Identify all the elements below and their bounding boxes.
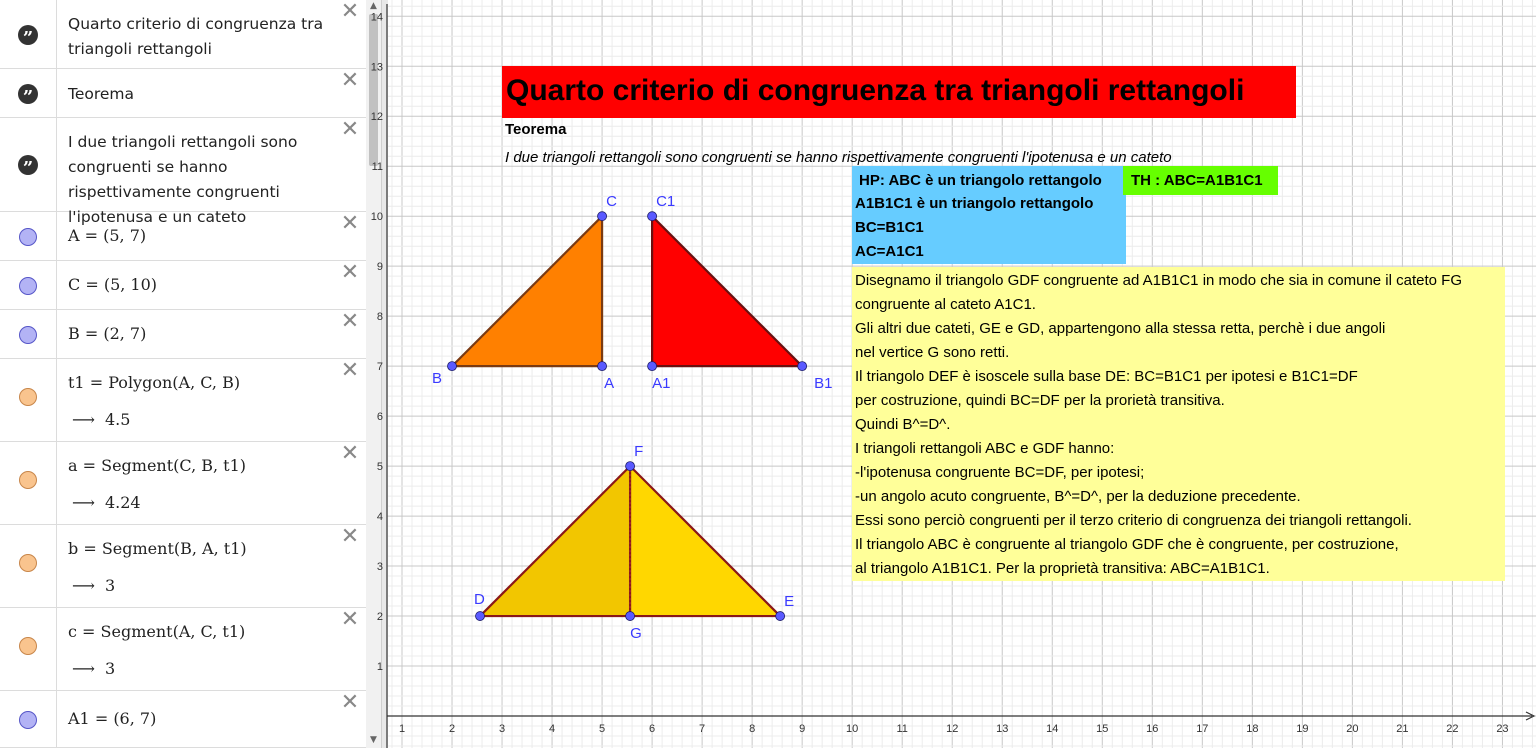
algebra-definition[interactable]: C = (5, 10) (68, 274, 158, 294)
point-F[interactable] (626, 462, 635, 471)
y-tick-label: 8 (376, 311, 383, 324)
graphics-canvas[interactable] (370, 0, 1536, 748)
proof-line: I triangoli rettangoli ABC e GDF hanno: (855, 440, 1115, 457)
x-tick-label: 23 (1496, 723, 1509, 735)
theorem-label: Teorema (505, 121, 567, 138)
proof-line: congruente al cateto A1C1. (855, 296, 1036, 313)
visibility-dot-icon[interactable] (19, 277, 37, 295)
hypothesis-line: BC=B1C1 (855, 219, 924, 236)
arrow-icon: ⟶ (72, 410, 95, 429)
point-label: D (474, 591, 485, 609)
x-tick-label: 12 (946, 723, 959, 735)
algebra-definition[interactable]: A = (5, 7) (68, 225, 147, 245)
visibility-dot-icon[interactable] (19, 471, 37, 489)
algebra-marker[interactable] (0, 212, 57, 260)
proof-line: al triangolo A1B1C1. Per la proprietà transitiva: ABC=A1B1C1. (855, 560, 1270, 577)
x-tick-label: 15 (1096, 723, 1109, 735)
visibility-dot-icon[interactable] (19, 326, 37, 344)
polygon-t2[interactable] (652, 216, 802, 366)
point-D[interactable] (476, 612, 485, 621)
close-icon[interactable]: ✕ (340, 117, 360, 142)
point-B[interactable] (448, 362, 457, 371)
algebra-definition[interactable]: A1 = (6, 7) (68, 708, 157, 728)
x-tick-label: 22 (1446, 723, 1459, 735)
algebra-output (72, 659, 115, 678)
proof-line: Gli altri due cateti, GE e GD, appartengono alla stessa retta, perchè i due angoli (855, 320, 1386, 337)
x-tick-label: 20 (1346, 723, 1359, 735)
visibility-dot-icon[interactable] (19, 637, 37, 655)
y-tick-label: 4 (376, 511, 383, 524)
proof-line: Quindi B^=D^. (855, 416, 951, 433)
visibility-dot-icon[interactable] (19, 388, 37, 406)
y-tick-label: 6 (376, 411, 383, 424)
graphics-view[interactable] (370, 0, 1536, 753)
algebra-text: Quarto criterio di congruenza tra triangoli rettangoli (68, 15, 324, 58)
algebra-output (72, 410, 130, 429)
algebra-marker[interactable] (0, 691, 57, 747)
y-tick-label: 10 (370, 211, 383, 224)
y-tick-label: 9 (376, 261, 383, 274)
point-A1[interactable] (648, 362, 657, 371)
x-tick-label: 19 (1296, 723, 1309, 735)
algebra-text: Teorema (68, 85, 135, 103)
y-tick-label: 1 (376, 661, 383, 674)
close-icon[interactable]: ✕ (340, 690, 360, 715)
quote-icon[interactable]: ” (18, 25, 38, 45)
algebra-output (72, 493, 141, 512)
visibility-dot-icon[interactable] (19, 711, 37, 729)
algebra-marker[interactable] (0, 525, 57, 607)
proof-line: Disegnamo il triangolo GDF congruente ad A1B1C1 in modo che sia in comune il cateto FG (855, 272, 1462, 289)
close-icon[interactable]: ✕ (340, 358, 360, 383)
x-tick-label: 7 (699, 723, 706, 735)
algebra-definition[interactable]: t1 = Polygon(A, C, B) (68, 373, 241, 392)
algebra-value: 3 (104, 576, 116, 595)
close-icon[interactable]: ✕ (340, 441, 360, 466)
algebra-item[interactable] (0, 525, 366, 608)
x-tick-label: 17 (1196, 723, 1209, 735)
point-E[interactable] (776, 612, 785, 621)
scrollbar-thumb[interactable] (369, 14, 378, 166)
algebra-item[interactable] (0, 117, 366, 226)
point-label: E (784, 593, 795, 611)
proof-line: -l'ipotenusa congruente BC=DF, per ipotesi; (855, 464, 1145, 481)
arrow-icon: ⟶ (72, 576, 95, 595)
algebra-definition[interactable]: B = (2, 7) (68, 323, 147, 343)
point-label: G (630, 625, 642, 643)
algebra-marker[interactable] (0, 261, 57, 309)
x-tick-label: 13 (996, 723, 1009, 735)
close-icon[interactable]: ✕ (340, 309, 360, 334)
point-G[interactable] (626, 612, 635, 621)
proof-line: Essi sono perciò congruenti per il terzo criterio di congruenza dei triangoli rettangoli. (855, 512, 1412, 529)
algebra-definition[interactable]: b = Segment(B, A, t1) (68, 539, 247, 558)
point-label: F (634, 443, 644, 461)
hypothesis-line: HP: ABC è un triangolo rettangolo (859, 172, 1102, 189)
title-text: Quarto criterio di congruenza tra triangoli rettangoli (506, 74, 1245, 107)
algebra-item[interactable] (0, 608, 366, 691)
algebra-value: 3 (104, 659, 116, 678)
close-icon[interactable]: ✕ (340, 524, 360, 549)
algebra-item[interactable] (0, 212, 366, 261)
point-C1[interactable] (648, 212, 657, 221)
arrow-icon: ⟶ (72, 659, 95, 678)
close-icon[interactable]: ✕ (340, 260, 360, 285)
algebra-marker[interactable] (0, 0, 57, 68)
proof-line: per costruzione, quindi BC=DF per la prorietà transitiva. (855, 392, 1225, 409)
y-tick-label: 3 (376, 561, 383, 574)
proof-line: -un angolo acuto congruente, B^=D^, per la deduzione precedente. (855, 488, 1301, 505)
x-tick-label: 18 (1246, 723, 1259, 735)
algebra-marker[interactable] (0, 608, 57, 690)
y-tick-label: 2 (376, 611, 383, 624)
algebra-item[interactable] (0, 359, 366, 442)
algebra-item[interactable] (0, 261, 366, 310)
y-tick-label: 14 (370, 11, 383, 24)
close-icon[interactable]: ✕ (340, 211, 360, 236)
algebra-definition[interactable]: a = Segment(C, B, t1) (68, 456, 247, 475)
y-tick-label: 12 (370, 111, 383, 124)
point-C[interactable] (598, 212, 607, 221)
proof-line: nel vertice G sono retti. (855, 344, 1010, 361)
polygon-t1[interactable] (452, 216, 602, 366)
x-tick-label: 10 (846, 723, 859, 735)
y-tick-label: 11 (371, 161, 383, 174)
algebra-item[interactable] (0, 69, 366, 118)
algebra-item[interactable] (0, 0, 366, 69)
hypothesis-line: AC=A1C1 (855, 243, 924, 260)
algebra-marker[interactable] (0, 310, 57, 358)
point-label: A (604, 375, 615, 393)
x-tick-label: 11 (896, 723, 908, 735)
polygon-t4[interactable] (630, 466, 780, 616)
algebra-item[interactable] (0, 310, 366, 359)
algebra-marker[interactable] (0, 118, 57, 211)
x-tick-label: 4 (548, 723, 556, 735)
close-icon[interactable]: ✕ (340, 0, 360, 24)
algebra-output (72, 576, 115, 595)
point-label: A1 (652, 375, 671, 393)
close-icon[interactable]: ✕ (340, 68, 360, 93)
x-tick-label: 3 (498, 723, 506, 735)
x-tick-label: 14 (1046, 723, 1059, 735)
x-tick-label: 1 (398, 723, 406, 735)
proof-line: Il triangolo ABC è congruente al triangolo GDF che è congruente, per costruzione, (855, 536, 1399, 553)
point-label: B1 (814, 375, 833, 393)
x-tick-label: 2 (448, 723, 456, 735)
point-A[interactable] (598, 362, 607, 371)
hypothesis-line: A1B1C1 è un triangolo rettangolo (855, 195, 1094, 212)
y-tick-label: 7 (376, 361, 383, 374)
algebra-definition[interactable]: c = Segment(A, C, t1) (68, 622, 246, 641)
visibility-dot-icon[interactable] (19, 228, 37, 246)
quote-icon[interactable]: ” (18, 84, 38, 104)
visibility-dot-icon[interactable] (19, 554, 37, 572)
algebra-marker[interactable] (0, 442, 57, 524)
x-tick-label: 5 (599, 723, 606, 735)
x-tick-label: 9 (799, 723, 806, 735)
algebra-view (0, 0, 366, 748)
polygon-t3[interactable] (480, 466, 630, 616)
arrow-icon: ⟶ (72, 493, 95, 512)
algebra-value: 4.5 (104, 410, 131, 429)
scroll-up-icon[interactable]: ▲ (370, 1, 377, 11)
x-tick-label: 6 (649, 723, 656, 735)
quote-icon[interactable]: ” (18, 155, 38, 175)
point-label: C (606, 193, 617, 211)
algebra-marker[interactable] (0, 359, 57, 441)
x-tick-label: 21 (1396, 723, 1409, 735)
y-tick-label: 13 (370, 61, 383, 74)
algebra-item[interactable] (0, 442, 366, 525)
proof-line: Il triangolo DEF è isoscele sulla base DE: BC=B1C1 per ipotesi e B1C1=DF (855, 368, 1358, 385)
thesis-text: TH : ABC=A1B1C1 (1131, 172, 1263, 189)
x-tick-label: 8 (749, 723, 756, 735)
algebra-item[interactable] (0, 691, 366, 748)
close-icon[interactable]: ✕ (340, 607, 360, 632)
algebra-marker[interactable] (0, 69, 57, 117)
point-B1[interactable] (798, 362, 807, 371)
scroll-down-icon[interactable]: ▼ (370, 735, 377, 745)
theorem-statement: I due triangoli rettangoli sono congruenti se hanno rispettivamente congruenti l'ipotenusa e un cateto (505, 149, 1172, 166)
x-tick-label: 16 (1146, 723, 1159, 735)
algebra-value: 4.24 (104, 493, 141, 512)
point-label: C1 (656, 193, 676, 211)
y-tick-label: 5 (376, 461, 383, 474)
algebra-text: I due triangoli rettangoli sono congruenti se hanno rispettivamente congruenti l'ipotenusa e un cateto (68, 133, 298, 226)
point-label: B (432, 370, 443, 388)
